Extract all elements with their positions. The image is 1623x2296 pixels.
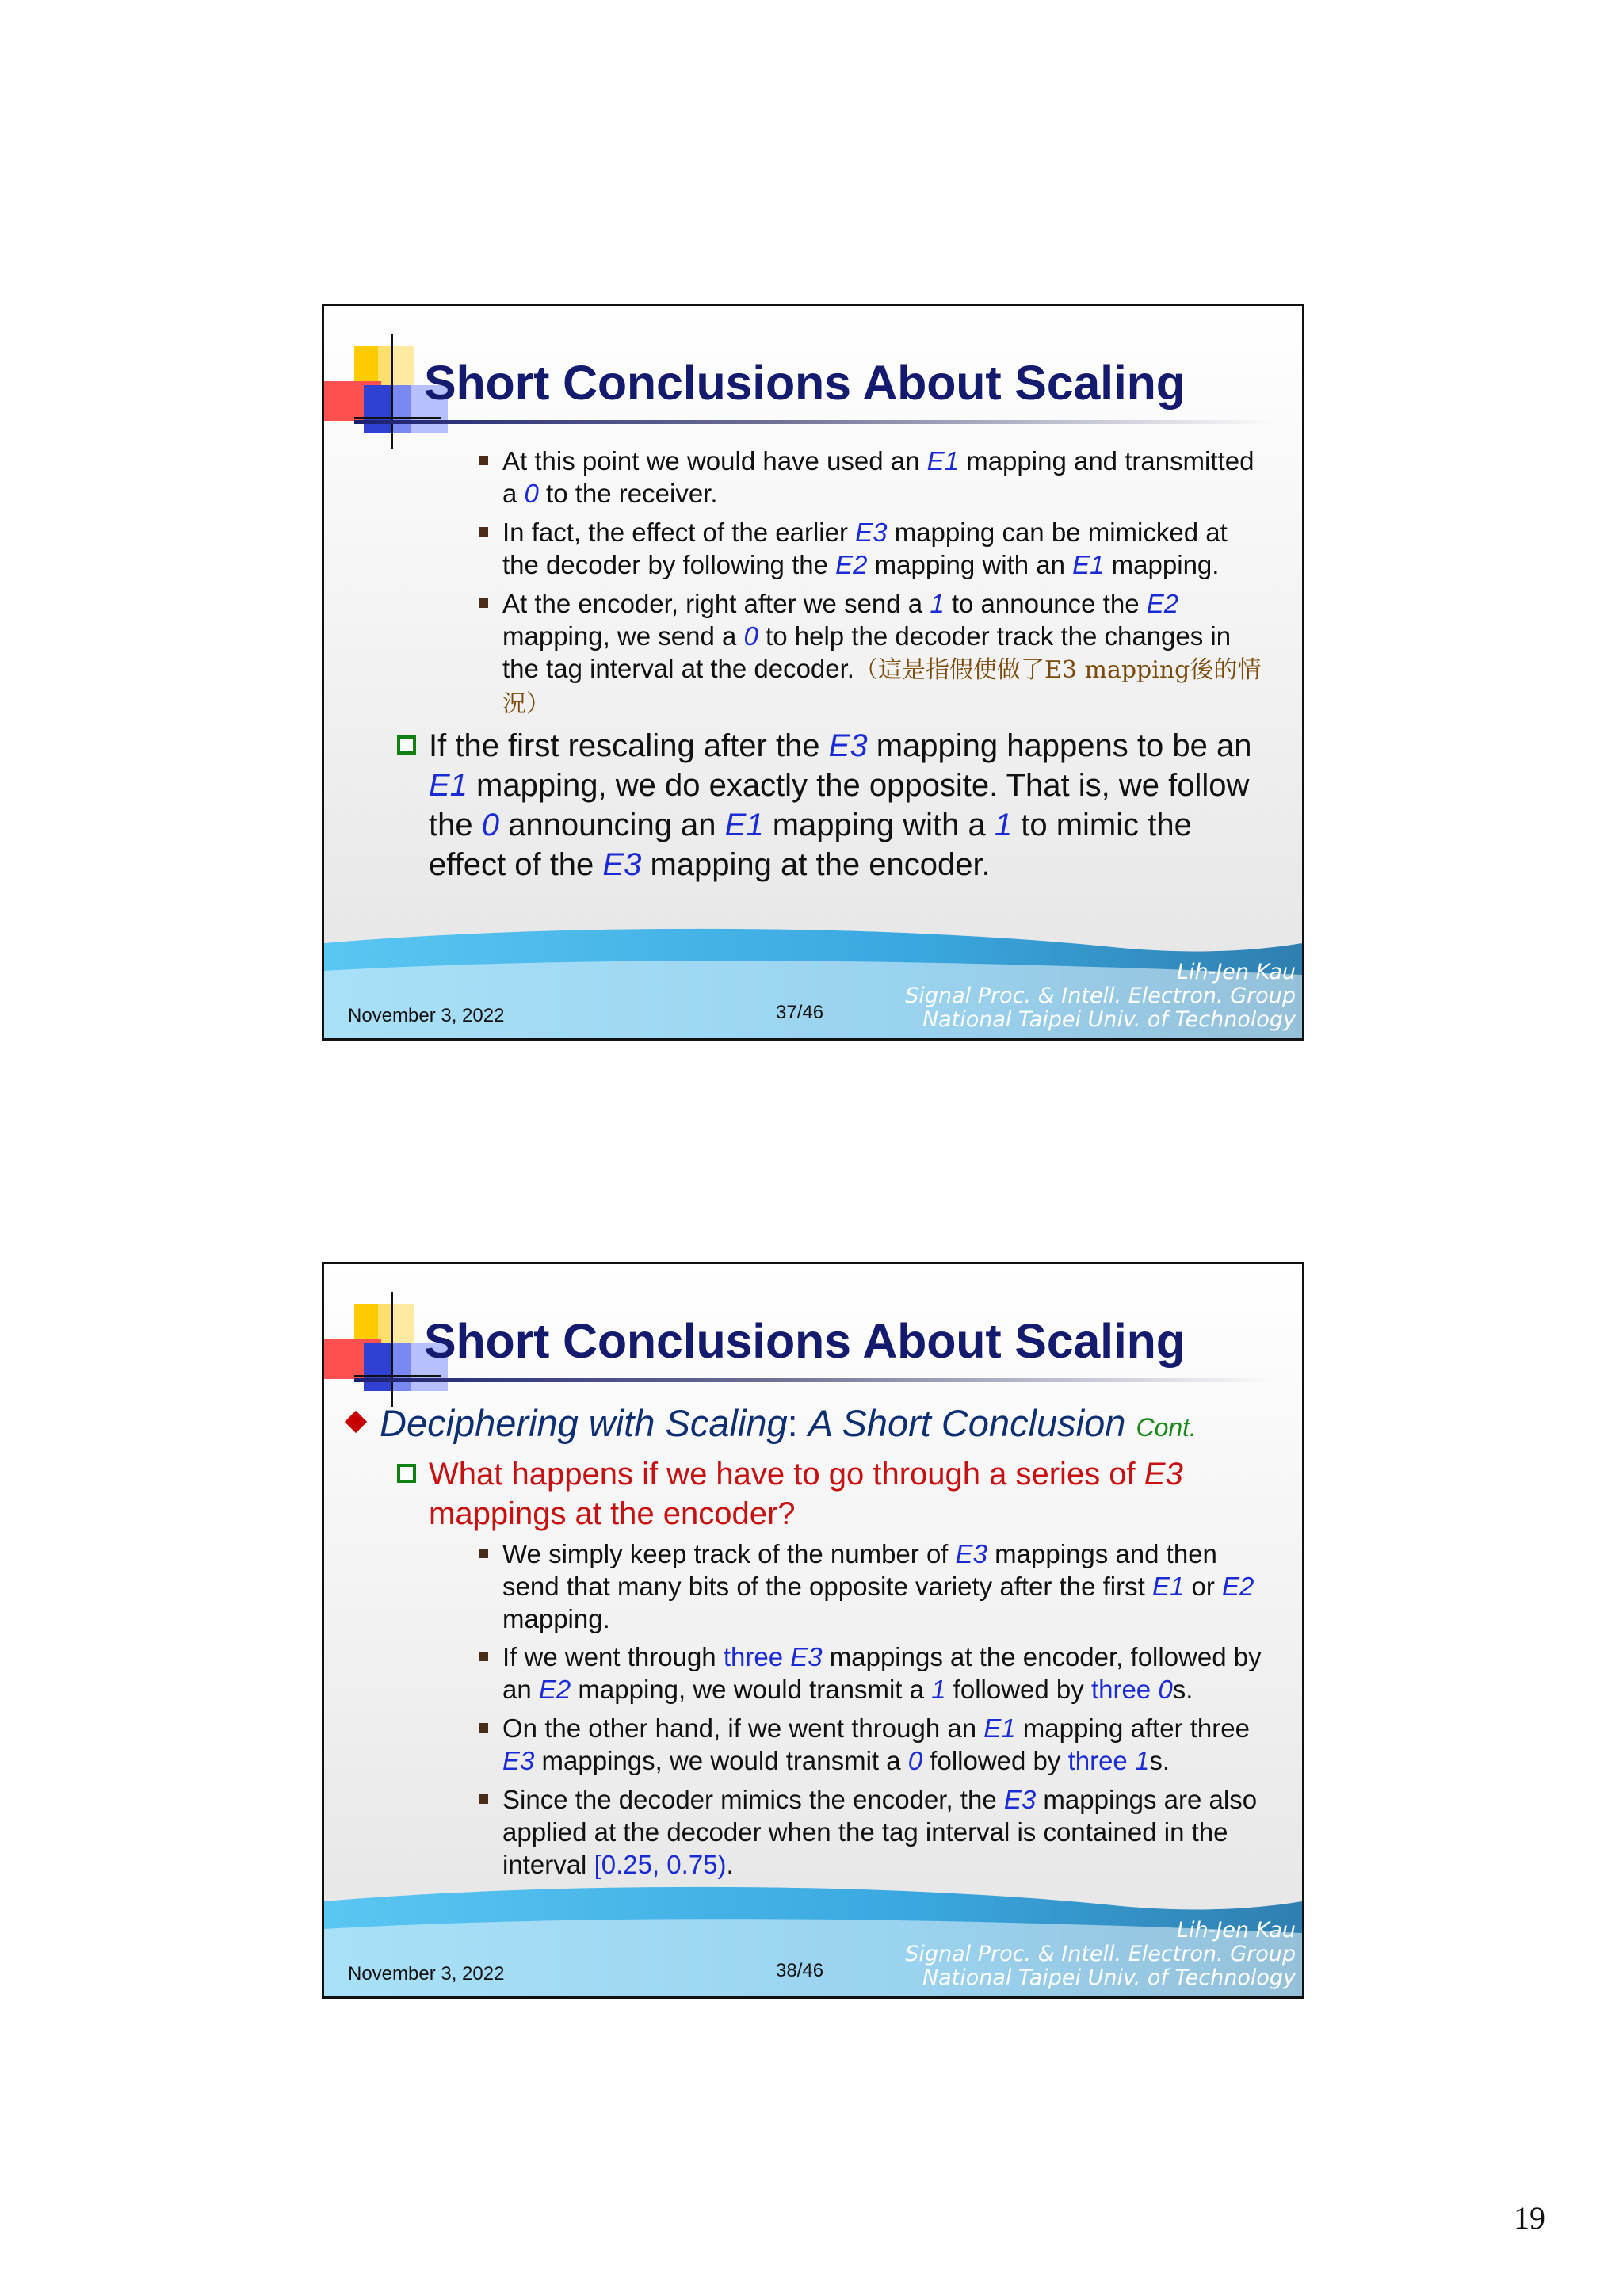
variable: E2 <box>538 1675 571 1704</box>
variable: 0 <box>743 621 758 651</box>
variable: E1 <box>1151 1572 1185 1601</box>
text: mapping at the encoder. <box>641 847 991 882</box>
variable: E2 <box>1222 1572 1254 1601</box>
chinese-note: （這是指假使做了E3 mapping後的情況） <box>502 656 1262 718</box>
text: mapping happens to be an <box>867 728 1252 763</box>
variable: E3 <box>1003 1785 1037 1814</box>
text: mapping can be mimicked at the decoder by following the <box>502 518 1228 579</box>
text: followed by <box>922 1746 1068 1775</box>
text: mapping after three <box>1015 1713 1250 1743</box>
bullet-item <box>502 1538 1263 1635</box>
text: to mimic the effect of the <box>429 808 1192 882</box>
bullet-item <box>502 516 1263 581</box>
footer-slide-number: 37/46 <box>776 1002 824 1023</box>
author-name: Lih-Jen Kau <box>1176 1918 1296 1943</box>
slide-37 <box>322 304 1304 1041</box>
variable: E3 <box>855 518 888 547</box>
bullet-item <box>502 1641 1263 1706</box>
text: We simply keep track of the number of <box>502 1539 956 1568</box>
university-name: National Taipei Univ. of Technology <box>922 1007 1296 1032</box>
text: to announce the <box>944 589 1147 618</box>
square-bullet-icon <box>479 1549 488 1558</box>
text: mapping. <box>1104 550 1220 579</box>
text: s. <box>1149 1746 1170 1775</box>
text: mappings, we would transmit a <box>534 1746 908 1775</box>
number-word: three <box>723 1642 784 1671</box>
text: If the first rescaling after the <box>429 728 829 763</box>
section-heading <box>380 1403 1283 1448</box>
variable: E1 <box>926 446 960 476</box>
variable: E3 <box>1144 1457 1183 1492</box>
number-word: three <box>1090 1675 1151 1704</box>
variable: E3 <box>955 1539 988 1568</box>
bullet-item <box>502 587 1263 720</box>
text: to help the decoder track the changes in the tag interval at the decoder. <box>502 621 1232 683</box>
variable: E2 <box>835 550 868 579</box>
text: If we went through <box>502 1642 724 1671</box>
bullet-item <box>502 445 1263 510</box>
interval-value: [0.25, 0.75) <box>594 1850 727 1879</box>
square-bullet-icon <box>479 456 488 465</box>
footer-credits <box>905 961 1296 1032</box>
variable: E1 <box>1072 550 1105 579</box>
variable: 1 <box>930 589 945 618</box>
square-bullet-icon <box>479 598 488 608</box>
text: . <box>726 1850 734 1879</box>
text: What happens if we have to go through a series of <box>429 1457 1144 1492</box>
number-word: three <box>1067 1746 1128 1775</box>
variable: 0 <box>524 479 539 508</box>
text: announcing an <box>498 808 725 842</box>
bullet-item <box>429 726 1269 884</box>
variable: 1 <box>994 808 1013 842</box>
university-name: National Taipei Univ. of Technology <box>922 1966 1296 1990</box>
text: mappings are also applied at the decoder when the tag interval is contained in the interval <box>502 1785 1258 1879</box>
bullet-item <box>502 1712 1263 1777</box>
text: mapping with an <box>867 550 1073 579</box>
text: mapping and transmitted a <box>502 446 1254 508</box>
text <box>1151 1675 1158 1704</box>
title-underline <box>354 1378 1274 1382</box>
group-name: Signal Proc. & Intell. Electron. Group <box>905 1942 1296 1966</box>
footer-slide-number: 38/46 <box>776 1960 824 1981</box>
hollow-square-bullet-icon <box>397 735 416 755</box>
variable: E1 <box>983 1713 1016 1743</box>
text: mappings at the encoder? <box>429 1496 796 1531</box>
text: mappings at the encoder, followed by an <box>502 1642 1262 1704</box>
text: On the other hand, if we went through an <box>502 1713 984 1743</box>
text: mapping, we would transmit a <box>571 1675 932 1704</box>
title-underline <box>354 420 1274 424</box>
text: In fact, the effect of the earlier <box>502 518 856 547</box>
slide-title: Short Conclusions About Scaling <box>424 356 1186 410</box>
bullet-item <box>502 1783 1263 1881</box>
variable: E3 <box>602 847 642 882</box>
slide-38 <box>322 1262 1304 1999</box>
variable: E3 <box>828 728 868 763</box>
square-bullet-icon <box>479 1652 488 1661</box>
page-number: 19 <box>1514 2200 1545 2236</box>
variable: 1 <box>931 1675 946 1704</box>
hollow-square-bullet-icon <box>397 1464 416 1483</box>
variable: 0 <box>481 808 499 842</box>
author-name: Lih-Jen Kau <box>1176 960 1296 984</box>
square-bullet-icon <box>479 1723 488 1733</box>
text: mapping, we do exactly the opposite. That is, we follow the <box>429 768 1250 842</box>
square-bullet-icon <box>479 1794 488 1804</box>
variable: E1 <box>429 768 468 803</box>
text <box>1128 1746 1135 1775</box>
group-name: Signal Proc. & Intell. Electron. Group <box>905 984 1296 1008</box>
text: : <box>787 1402 808 1444</box>
variable: 0 <box>1158 1675 1173 1704</box>
text: followed by <box>945 1675 1091 1704</box>
text: mapping. <box>502 1604 610 1633</box>
footer-date: November 3, 2022 <box>348 1005 505 1026</box>
text <box>783 1642 790 1671</box>
variable: 0 <box>907 1746 923 1775</box>
text: At the encoder, right after we send a <box>502 589 930 618</box>
variable: E3 <box>790 1642 823 1671</box>
text: Since the decoder mimics the encoder, the <box>502 1785 1004 1814</box>
variable: E2 <box>1146 589 1179 618</box>
text: Deciphering with Scaling <box>380 1402 788 1444</box>
variable: E3 <box>502 1746 535 1775</box>
footer-credits <box>905 1919 1296 1990</box>
text: mapping with a <box>763 808 995 842</box>
text: s. <box>1172 1675 1193 1704</box>
text: mapping, we send a <box>502 621 744 651</box>
continued-label: Cont. <box>1136 1413 1197 1442</box>
footer-date: November 3, 2022 <box>348 1963 505 1985</box>
text: At this point we would have used an <box>502 446 927 476</box>
variable: E1 <box>724 808 764 842</box>
slide-title: Short Conclusions About Scaling <box>424 1314 1186 1368</box>
text: or <box>1184 1572 1222 1601</box>
question-item <box>429 1454 1269 1534</box>
text: to the receiver. <box>538 479 718 508</box>
variable: 1 <box>1134 1746 1150 1775</box>
text: mappings and then send that many bits of the opposite variety after the first <box>502 1539 1217 1601</box>
text: A Short Conclusion <box>808 1402 1126 1444</box>
square-bullet-icon <box>479 527 488 537</box>
